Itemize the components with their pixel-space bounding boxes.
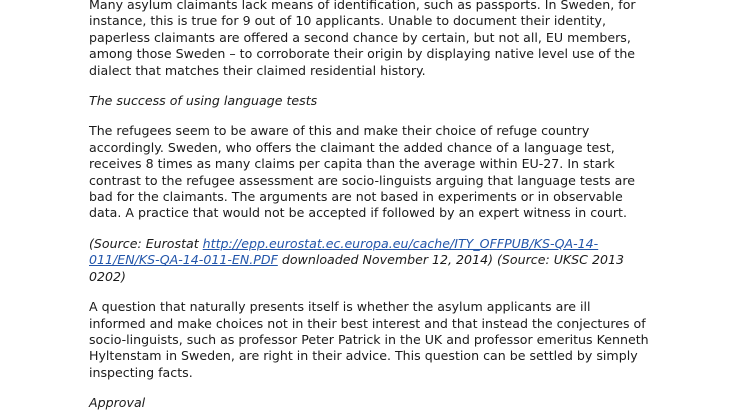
refugees-paragraph: The refugees seem to be aware of this and make their choice of refuge country accordingly. Sweden, who offers the claimant the added chance of a language test, receives 8 times as many claims per capita than the average within EU-27. In stark contrast to the refugee assessment are socio-linguists arguing that language tests are bad for the claimants. The arguments are not based in experiments or in observable data. A practice that would not be accepted if followed by an expert witness in court.	[89, 123, 635, 221]
section-heading-approval: Approval	[89, 395, 146, 411]
source-citation	[89, 236, 649, 285]
source-suffix: downloaded November 12, 2014) (Source: UKSC 2013 0202)	[89, 252, 625, 284]
intro-paragraph: Many asylum claimants lack means of identification, such as passports. In Sweden, for instance, this is true for 9 out of 10 applicants. Unable to document their identity, paperless claimants are offered a second chance by certain, but not all, EU members, among those Sweden – to corroborate their origin by displaying native level use of the dialect that matches their claimed residential history.	[89, 0, 636, 78]
section-heading-success: The success of using language tests	[89, 93, 318, 109]
question-paragraph: A question that naturally presents itself is whether the asylum applicants are ill informed and make choices not in their best interest and that instead the conjectures of socio-linguists, such as professor Peter Patrick in the UK and professor emeritus Kenneth Hyltenstam in Sweden, are right in their advice. This question can be settled by simply inspecting facts.	[89, 299, 649, 380]
eurostat-link[interactable]: http://epp.eurostat.ec.europa.eu/cache/ITY_OFFPUB/KS-QA-14-011/EN/KS-QA-14-011-EN.PDF	[89, 235, 599, 268]
source-prefix: (Source: Eurostat	[89, 235, 203, 251]
document-page	[89, 0, 649, 412]
